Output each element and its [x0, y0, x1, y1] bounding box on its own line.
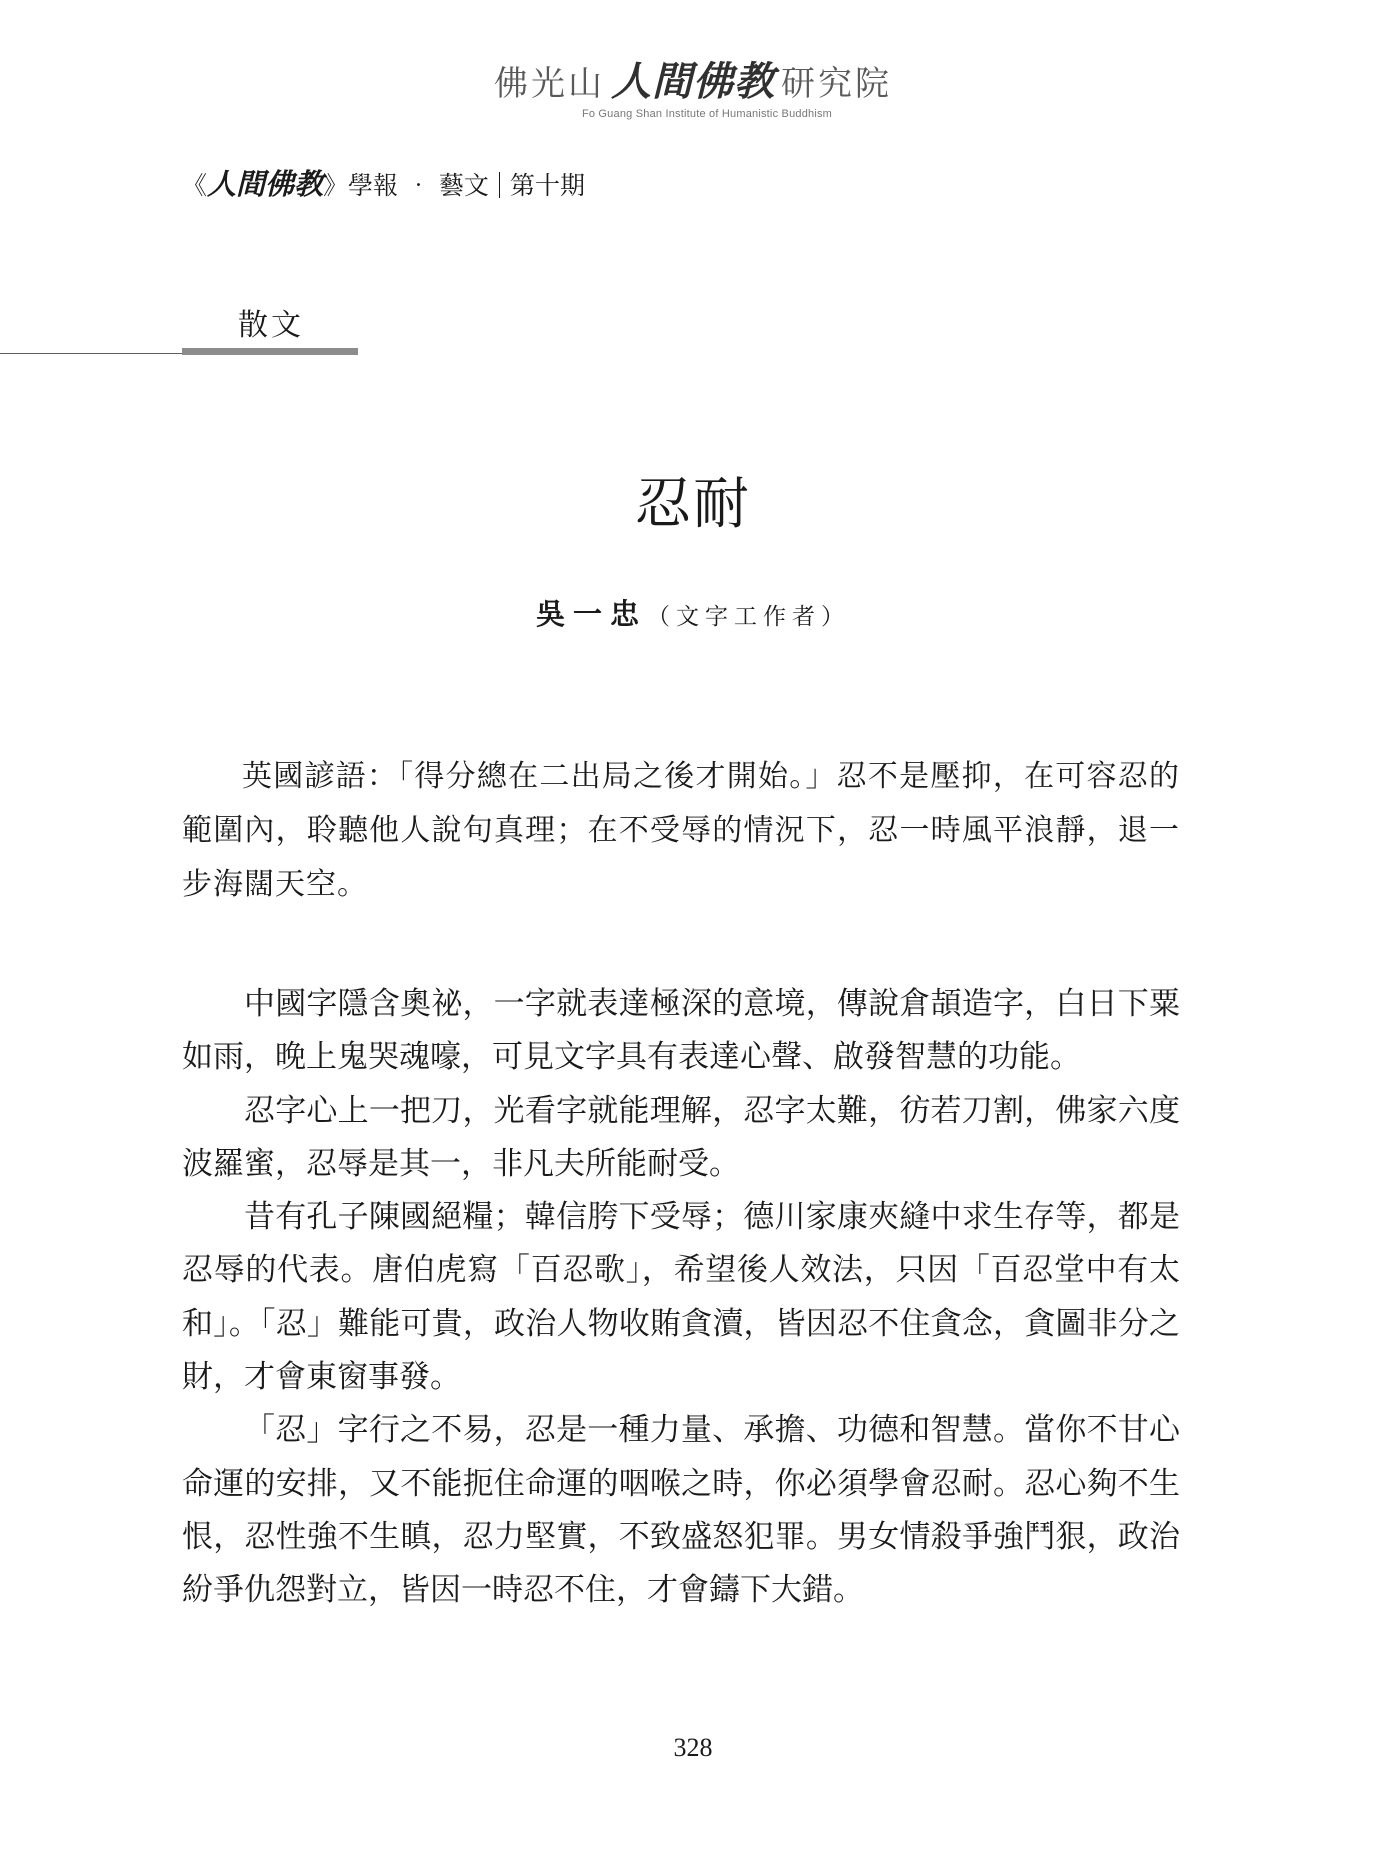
author-role: （文字工作者）	[647, 604, 850, 630]
article-body	[182, 978, 1180, 1618]
institute-name-left: 佛光山	[494, 64, 605, 104]
section-rule-accent	[182, 348, 358, 355]
article-byline	[0, 594, 1386, 637]
journal-brand-logo: 人間佛教	[207, 167, 324, 201]
intro-paragraph: 英國諺語：「得分總在二出局之後才開始。」忍不是壓抑，在可容忍的範圍內，聆聽他人說句真理；在不受辱的情況下，忍一時風平浪靜，退一步海闊天空。	[182, 759, 1180, 902]
body-paragraph: 忍字心上一把刀，光看字就能理解，忍字太難，彷若刀割，佛家六度波羅蜜，忍辱是其一，非凡夫所能耐受。	[182, 1092, 1180, 1182]
header-divider	[499, 172, 500, 198]
institute-brand-logo: 人間佛教	[611, 59, 775, 105]
journal-running-header	[182, 166, 585, 204]
article-title: 忍耐	[635, 472, 751, 537]
institute-header	[0, 59, 1386, 120]
journal-open-bracket: 《	[182, 171, 208, 200]
journal-section-name: 》學報 ‧ 藝文	[323, 171, 489, 200]
page-number: 328	[673, 1733, 713, 1762]
section-label: 散文	[238, 308, 304, 343]
body-paragraph: 中國字隱含奧祕，一字就表達極深的意境，傳說倉頡造字，白日下粟如雨，晚上鬼哭魂嚎，可見文字具有表達心聲、啟發智慧的功能。	[182, 986, 1180, 1076]
institute-name-right: 研究院	[781, 64, 892, 104]
author-name: 吳一忠	[535, 597, 647, 631]
body-paragraph: 昔有孔子陳國絕糧；韓信胯下受辱；德川家康夾縫中求生存等，都是忍辱的代表。唐伯虎寫「百忍歌」，希望後人效法，只因「百忍堂中有太和」。「忍」難能可貴，政治人物收賄貪瀆，皆因忍不住貪念，貪圖非分之財，才會東窗事發。	[182, 1199, 1180, 1396]
journal-issue: 第十期	[509, 171, 585, 200]
institute-english-name: Fo Guang Shan Institute of Humanistic Buddhism	[581, 108, 833, 120]
institute-name	[0, 59, 1386, 105]
body-paragraph: 「忍」字行之不易，忍是一種力量、承擔、功德和智慧。當你不甘心命運的安排，又不能扼住命運的咽喉之時，你必須學會忍耐。忍心夠不生恨，忍性強不生瞋，忍力堅實，不致盛怒犯罪。男女情殺爭強鬥狠，政治紛爭仇怨對立，皆因一時忍不住，才會鑄下大錯。	[182, 1412, 1180, 1609]
